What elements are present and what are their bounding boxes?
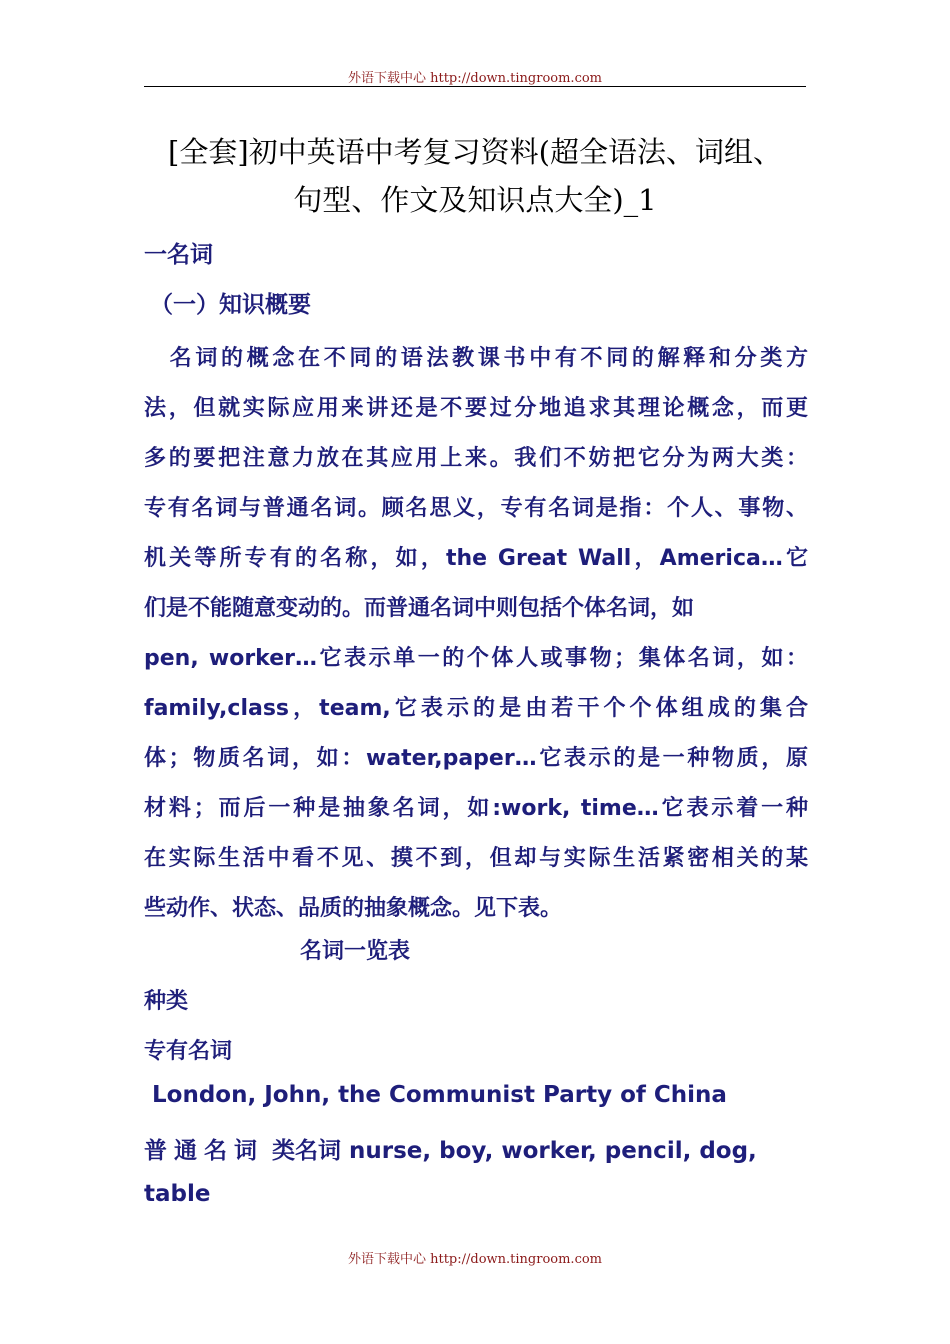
title-line-2: 句型、作文及知识点大全)_1	[293, 183, 657, 217]
table-kind-label: 种类	[144, 989, 189, 1014]
paragraph-line: 们是不能随意变动的。而普通名词中则包括个体名词，如	[144, 596, 695, 621]
common-noun-sub-label: 类名词	[272, 1138, 342, 1164]
document-title	[144, 128, 806, 224]
paragraph-line: 些动作、状态、品质的抽象概念。见下表。	[144, 896, 563, 921]
paragraph-line: 多的要把注意力放在其应用上来。我们不妨把它分为两大类：	[144, 446, 808, 471]
common-noun-label: 普通名词	[144, 1138, 264, 1164]
body-paragraph	[144, 334, 808, 934]
paragraph-line: pen, worker…它表示单一的个体人或事物；集体名词，如：	[144, 646, 808, 671]
common-noun-examples-tail: table	[144, 1181, 211, 1207]
paragraph-line: family,class，team,它表示的是由若干个个体组成的集合	[144, 696, 808, 721]
paragraph-line: 机关等所专有的名称，如，the Great Wall，America…它	[144, 546, 808, 571]
header-divider	[144, 86, 806, 87]
paragraph-line: 体；物质名词，如：water,paper…它表示的是一种物质，原	[144, 746, 808, 771]
paragraph-line: 在实际生活中看不见、摸不到，但却与实际生活紧密相关的某	[144, 846, 808, 871]
paragraph-line: 名词的概念在不同的语法教课书中有不同的解释和分类方	[144, 346, 808, 371]
subsection-heading: （一）知识概要	[150, 292, 311, 318]
title-line-1: [全套]初中英语中考复习资料(超全语法、词组、	[168, 135, 782, 169]
page-header: 外语下载中心 http://down.tingroom.com	[347, 71, 603, 86]
page-footer: 外语下载中心 http://down.tingroom.com	[347, 1252, 603, 1267]
paragraph-line: 专有名词与普通名词。顾名思义，专有名词是指：个人、事物、	[144, 496, 808, 521]
section-heading: 一名词	[144, 242, 213, 268]
proper-noun-examples: London, John, the Communist Party of China	[152, 1082, 727, 1108]
table-title: 名词一览表	[300, 939, 411, 964]
common-noun-examples: nurse, boy, worker, pencil, dog,	[349, 1138, 757, 1164]
paragraph-line: 材料；而后一种是抽象名词，如:work, time…它表示着一种	[144, 796, 808, 821]
paragraph-line: 法，但就实际应用来讲还是不要过分地追求其理论概念，而更	[144, 396, 808, 421]
common-noun-row	[144, 1132, 808, 1165]
proper-noun-label: 专有名词	[144, 1039, 233, 1064]
